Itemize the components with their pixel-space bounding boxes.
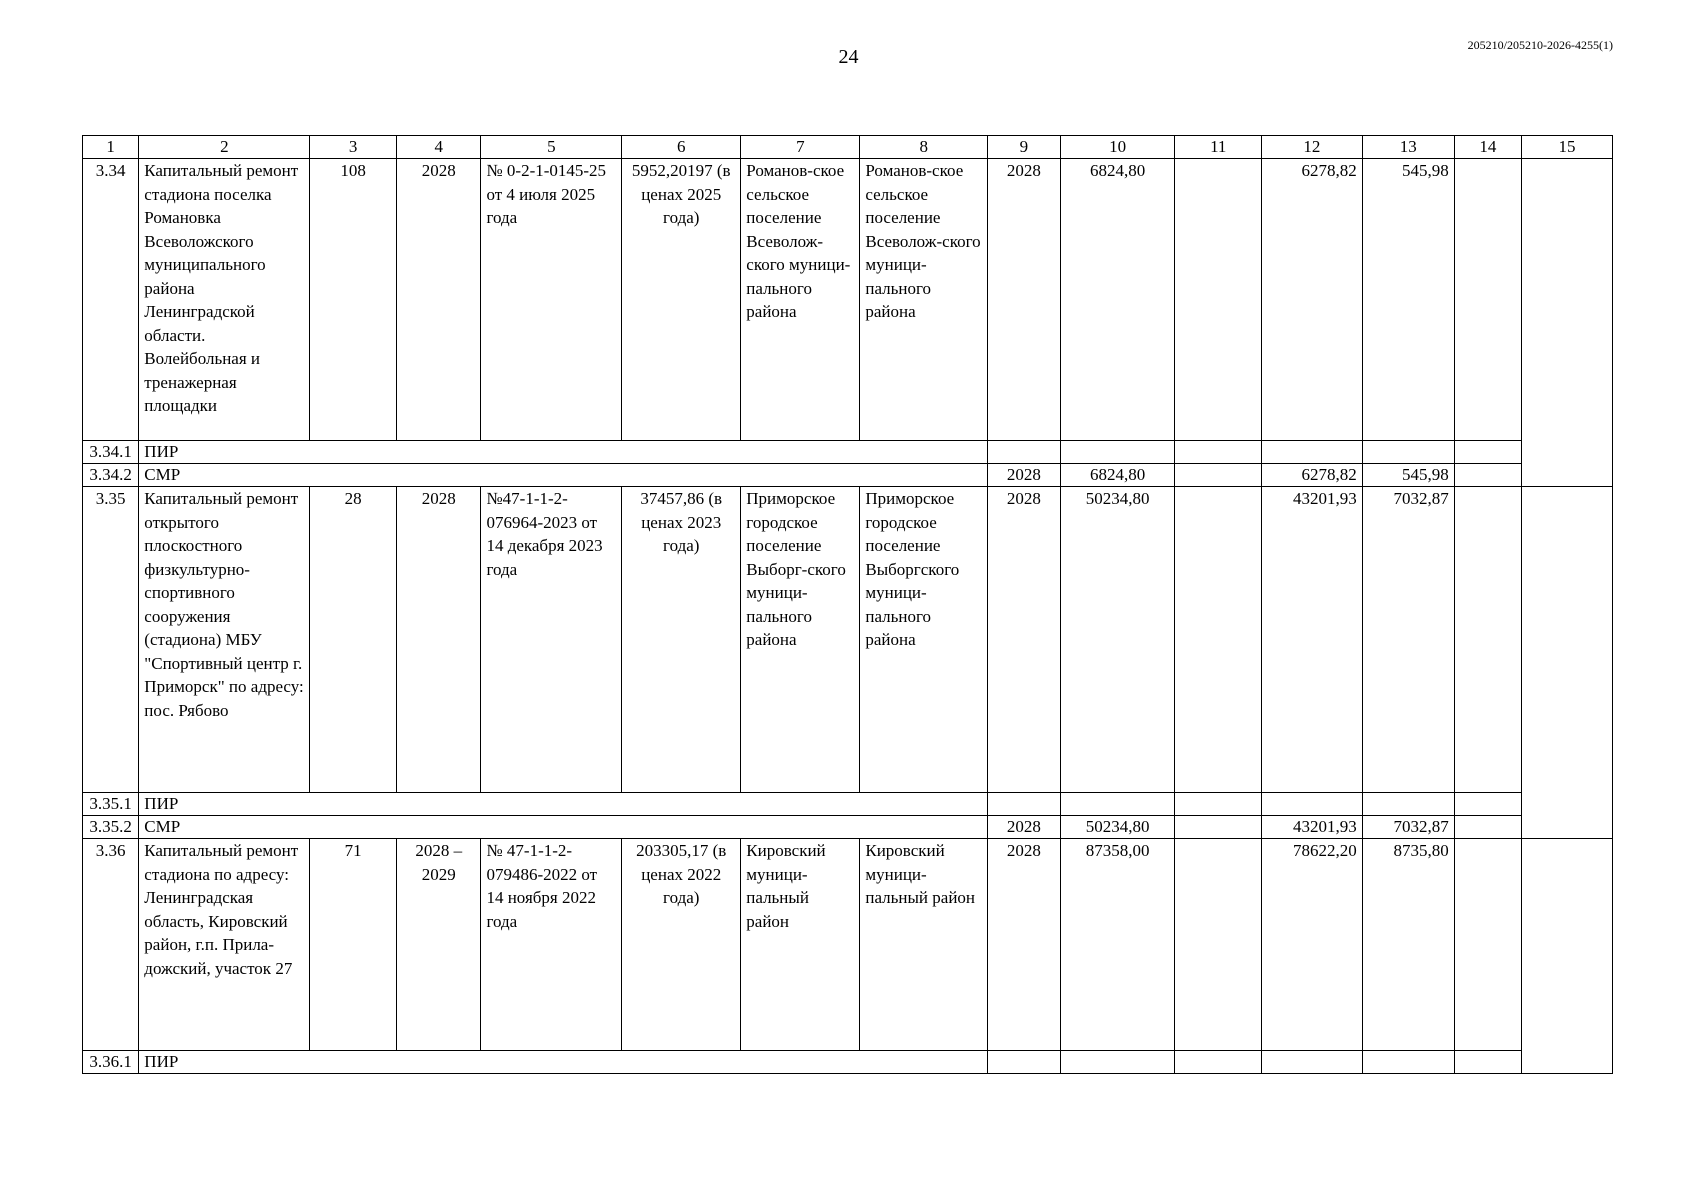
col11 <box>1175 159 1262 441</box>
row-id: 3.35.2 <box>83 816 139 839</box>
table-row <box>83 839 1613 1051</box>
header-row <box>83 136 1613 159</box>
object-name: Капитальный ремонт стадиона по адресу: Ленинградская область, Кировский район, г.п. Прила-дожский, участок 27 <box>139 839 310 1051</box>
empty-cell <box>1362 1051 1454 1074</box>
header-cell: 9 <box>988 136 1061 159</box>
header-cell: 14 <box>1454 136 1521 159</box>
local-budget: 7032,87 <box>1362 487 1454 793</box>
empty-cell <box>1175 793 1262 816</box>
header-cell: 13 <box>1362 136 1454 159</box>
program-table <box>82 135 1613 1074</box>
header-cell: 2 <box>139 136 310 159</box>
header-cell: 7 <box>741 136 860 159</box>
empty-cell <box>1454 464 1521 487</box>
regional-budget: 6278,82 <box>1262 159 1363 441</box>
empty-cell <box>1454 793 1521 816</box>
empty-cell <box>988 793 1061 816</box>
regional-budget: 78622,20 <box>1262 839 1363 1051</box>
col15 <box>1521 487 1612 839</box>
owner: Кировский муници-пальный район <box>860 839 988 1051</box>
page-number: 24 <box>838 46 859 68</box>
header-cell: 5 <box>481 136 622 159</box>
empty-cell <box>1175 1051 1262 1074</box>
empty-cell <box>1454 441 1521 464</box>
empty-cell <box>1060 441 1175 464</box>
local-budget: 545,98 <box>1362 159 1454 441</box>
table-row <box>83 1051 1613 1074</box>
object-name: Капитальный ремонт открытого плоскостного физкультурно-спортивного сооружения (стадиона) МБУ "Спортивный центр г. Приморск" по адресу: пос. Рябово <box>139 487 310 793</box>
expertise: № 47-1-1-2-079486-2022 от 14 ноября 2022 года <box>481 839 622 1051</box>
owner: Романов-ское сельское поселение Всеволож-ского муници-пального района <box>860 159 988 441</box>
stage-label: СМР <box>139 816 988 839</box>
empty-cell <box>1060 793 1175 816</box>
expertise: № 0-2-1-0145-25 от 4 июля 2025 года <box>481 159 622 441</box>
empty-cell <box>1175 816 1262 839</box>
header-cell: 8 <box>860 136 988 159</box>
estimated-cost: 5952,20197 (в ценах 2025 года) <box>622 159 741 441</box>
col11 <box>1175 839 1262 1051</box>
header-cell: 4 <box>396 136 480 159</box>
total: 50234,80 <box>1060 487 1175 793</box>
years: 2028 – 2029 <box>396 839 480 1051</box>
document-id: 205210/205210-2026-4255(1) <box>1467 38 1613 52</box>
expertise: №47-1-1-2-076964-2023 от 14 декабря 2023 года <box>481 487 622 793</box>
year: 2028 <box>988 839 1061 1051</box>
row-id: 3.34 <box>83 159 139 441</box>
capacity: 28 <box>310 487 397 793</box>
empty-cell <box>1454 816 1521 839</box>
row-id: 3.36 <box>83 839 139 1051</box>
empty-cell <box>1262 793 1363 816</box>
header-cell: 6 <box>622 136 741 159</box>
empty-cell <box>1262 441 1363 464</box>
empty-cell <box>1262 1051 1363 1074</box>
customer: Приморское городское поселение Выборг-ского муници-пального района <box>741 487 860 793</box>
year: 2028 <box>988 464 1061 487</box>
col15 <box>1521 839 1612 1074</box>
owner: Приморское городское поселение Выборгского муници-пального района <box>860 487 988 793</box>
empty-cell <box>1362 793 1454 816</box>
total: 6824,80 <box>1060 464 1175 487</box>
table-row <box>83 441 1613 464</box>
col15 <box>1521 159 1612 487</box>
capacity: 108 <box>310 159 397 441</box>
table-row <box>83 816 1613 839</box>
empty-cell <box>1175 441 1262 464</box>
local-budget: 8735,80 <box>1362 839 1454 1051</box>
capacity: 71 <box>310 839 397 1051</box>
local-budget: 545,98 <box>1362 464 1454 487</box>
customer: Романов-ское сельское поселение Всеволож-ского муници-пального района <box>741 159 860 441</box>
col11 <box>1175 487 1262 793</box>
empty-cell <box>988 1051 1061 1074</box>
empty-cell <box>1060 1051 1175 1074</box>
header-cell: 12 <box>1262 136 1363 159</box>
row-id: 3.35 <box>83 487 139 793</box>
header-cell: 3 <box>310 136 397 159</box>
total: 50234,80 <box>1060 816 1175 839</box>
local-budget: 7032,87 <box>1362 816 1454 839</box>
total: 6824,80 <box>1060 159 1175 441</box>
years: 2028 <box>396 487 480 793</box>
row-id: 3.36.1 <box>83 1051 139 1074</box>
regional-budget: 43201,93 <box>1262 487 1363 793</box>
col14 <box>1454 839 1521 1051</box>
table-row <box>83 487 1613 793</box>
header-cell: 10 <box>1060 136 1175 159</box>
header-cell: 1 <box>83 136 139 159</box>
years: 2028 <box>396 159 480 441</box>
empty-cell <box>1454 1051 1521 1074</box>
customer: Кировский муници-пальный район <box>741 839 860 1051</box>
empty-cell <box>1362 441 1454 464</box>
empty-cell <box>988 441 1061 464</box>
table-row <box>83 793 1613 816</box>
total: 87358,00 <box>1060 839 1175 1051</box>
col14 <box>1454 487 1521 793</box>
row-id: 3.34.1 <box>83 441 139 464</box>
empty-cell <box>1175 464 1262 487</box>
header-cell: 15 <box>1521 136 1612 159</box>
estimated-cost: 37457,86 (в ценах 2023 года) <box>622 487 741 793</box>
header-cell: 11 <box>1175 136 1262 159</box>
table-row <box>83 159 1613 441</box>
stage-label: СМР <box>139 464 988 487</box>
table-row <box>83 464 1613 487</box>
stage-label: ПИР <box>139 1051 988 1074</box>
stage-label: ПИР <box>139 793 988 816</box>
col14 <box>1454 159 1521 441</box>
stage-label: ПИР <box>139 441 988 464</box>
regional-budget: 6278,82 <box>1262 464 1363 487</box>
estimated-cost: 203305,17 (в ценах 2022 года) <box>622 839 741 1051</box>
row-id: 3.34.2 <box>83 464 139 487</box>
row-id: 3.35.1 <box>83 793 139 816</box>
object-name: Капитальный ремонт стадиона поселка Романовка Всеволожского муниципального района Ленинградской области. Волейбольная и тренажерная площадки <box>139 159 310 441</box>
year: 2028 <box>988 487 1061 793</box>
year: 2028 <box>988 159 1061 441</box>
year: 2028 <box>988 816 1061 839</box>
regional-budget: 43201,93 <box>1262 816 1363 839</box>
